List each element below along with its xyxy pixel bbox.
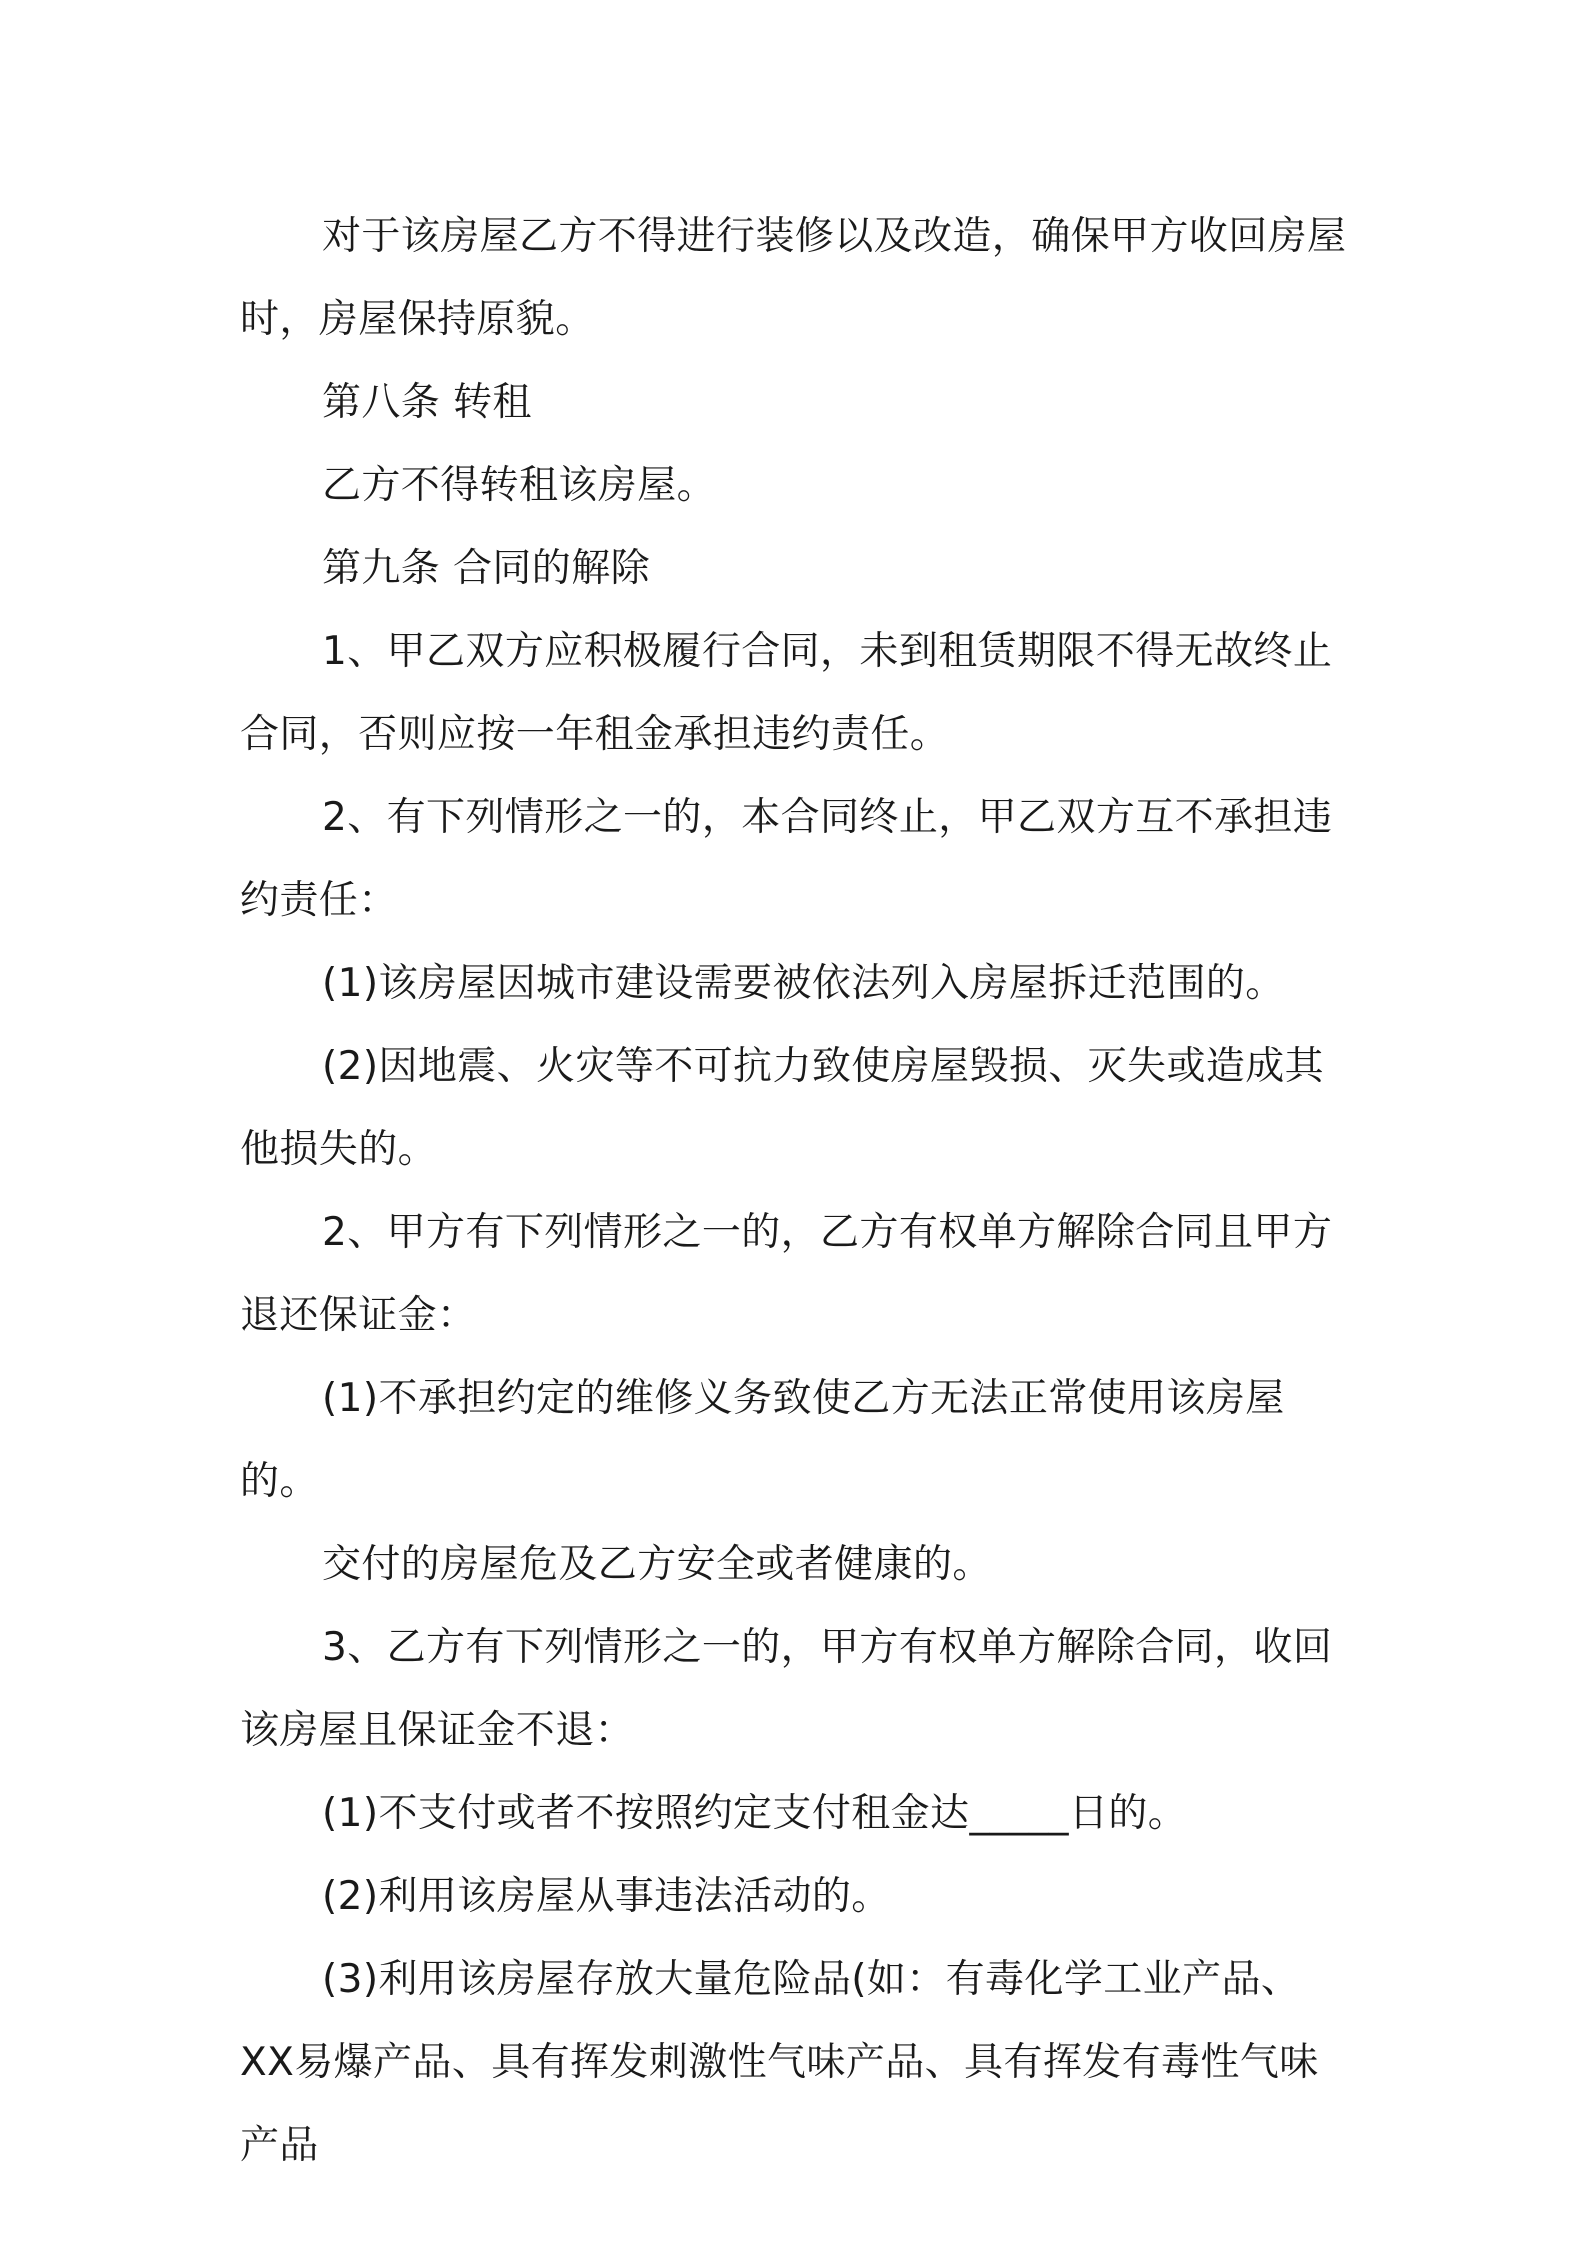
sub-item-demolition: (1)该房屋因城市建设需要被依法列入房屋拆迁范围的。 (322, 961, 1285, 1006)
clause-1: 1、甲乙双方应积极履行合同，未到租赁期限不得无故终止合同，否则应按一年租金承担违约责任。 (240, 629, 1333, 757)
sub-item-rent-unpaid: (1)不支付或者不按照约定支付租金达_____日的。 (322, 1791, 1188, 1836)
clause-2-party-a: 2、甲方有下列情形之一的，乙方有权单方解除合同且甲方退还保证金： (240, 1210, 1333, 1338)
sub-item-maintenance: (1)不承担约定的维修义务致使乙方无法正常使用该房屋的。 (240, 1376, 1285, 1504)
paragraph-no-sublet: 乙方不得转租该房屋。 (322, 463, 717, 508)
sub-item-safety: 交付的房屋危及乙方安全或者健康的。 (322, 1542, 992, 1587)
sub-item-illegal: (2)利用该房屋从事违法活动的。 (322, 1874, 891, 1919)
clause-3-party-b: 3、乙方有下列情形之一的，甲方有权单方解除合同，收回该房屋且保证金不退： (240, 1625, 1333, 1753)
sub-item-hazardous: (3)利用该房屋存放大量危险品(如：有毒化学工业产品、XX易爆产品、具有挥发刺激性气味产品、具有挥发有毒性气味产品 (240, 1957, 1319, 2168)
article-9-heading: 第九条 合同的解除 (322, 546, 650, 591)
clause-2-termination: 2、有下列情形之一的，本合同终止，甲乙双方互不承担违约责任： (240, 795, 1333, 923)
article-8-heading: 第八条 转租 (322, 380, 532, 425)
paragraph-renovation: 对于该房屋乙方不得进行装修以及改造，确保甲方收回房屋时，房屋保持原貌。 (240, 214, 1347, 342)
sub-item-force-majeure: (2)因地震、火灾等不可抗力致使房屋毁损、灭失或造成其他损失的。 (240, 1044, 1325, 1172)
document-body (240, 195, 1352, 2187)
